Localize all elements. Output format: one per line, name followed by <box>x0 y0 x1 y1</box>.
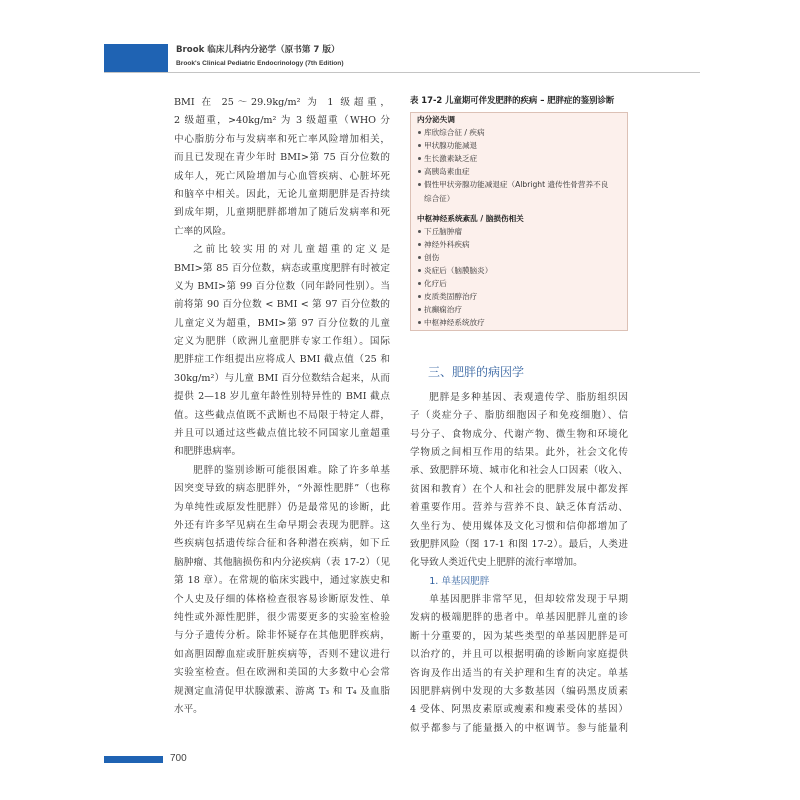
table-section-heading: 内分泌失调 <box>417 115 455 124</box>
table-item <box>411 316 627 329</box>
bullet-marker <box>418 308 421 311</box>
table-item <box>411 264 627 277</box>
table-item-text: 炎症后（脑膜脑炎） <box>424 266 493 276</box>
text-line: 子（炎症分子、脂肪细胞因子和免疫细胞）、信 <box>410 410 628 422</box>
text-line: 30kg/m²）与儿童 BMI 百分位数结合起来，从而 <box>174 372 390 384</box>
table-item <box>411 152 627 165</box>
book-title-chinese: Brook 临床儿科内分泌学（原书第 7 版） <box>176 45 340 55</box>
text-line: 儿童定义为超重，BMI>第 97 百分位数的儿童 <box>174 317 390 329</box>
table-item-text-continuation: 综合征） <box>424 193 455 203</box>
text-line: 与分子遗传分析。除非怀疑存在其他肥胖疾病， <box>174 630 390 642</box>
text-line: 脑肿瘤、其他脑损伤和内分泌疾病（表 17-2）（见 <box>174 556 390 568</box>
text-line: 致肥胖风险（图 17-1 和图 17-2）。最后，人类进 <box>410 538 628 550</box>
bullet-marker <box>418 269 421 272</box>
paragraph <box>174 94 390 241</box>
text-line: 中心脂肪分布与发病率和死亡率风险增加相关， <box>174 133 390 145</box>
subsection-heading: 1. 单基因肥胖 <box>429 575 490 587</box>
book-title-english: Brook's Clinical Pediatric Endocrinology (7th Edition) <box>176 60 344 67</box>
footer-color-bar <box>104 756 163 763</box>
table-item-line <box>411 192 627 205</box>
bullet-marker <box>418 243 421 246</box>
text-line: 单基因肥胖非常罕见，但却较常发现于早期 <box>429 594 628 606</box>
table-item-text: 中枢神经系统放疗 <box>424 318 485 328</box>
table-item-line <box>411 178 627 191</box>
text-line: 如高胆固醇血症或肝脏疾病等，否则不建议进行 <box>174 648 390 660</box>
text-line: 前将第 90 百分位数 < BMI < 第 97 百分位数的 <box>174 299 390 311</box>
text-line: 肥胖是多种基因、表观遗传学、脂肪组织因 <box>429 391 628 403</box>
paragraph <box>174 241 390 462</box>
table-section <box>411 113 627 205</box>
text-line: 和脑卒中相关。因此，无论儿童期肥胖是否持续 <box>174 188 390 200</box>
table-item-text: 神经外科疾病 <box>424 239 470 249</box>
text-line: 到成年期，儿童期肥胖都增加了随后发病率和死 <box>174 207 390 219</box>
left-column <box>174 94 390 719</box>
text-line: 定义为肥胖（欧洲儿童肥胖专家工作组）。国际 <box>174 336 390 348</box>
table-item-text: 生长激素缺乏症 <box>424 154 478 164</box>
bullet-marker <box>418 183 421 186</box>
table-item-text: 创伤 <box>424 252 440 262</box>
table-item <box>411 290 627 303</box>
table-item-text: 库欣综合征 / 疾病 <box>424 128 485 138</box>
text-line: 似乎都参与了能量摄入的中枢调节。参与能量利 <box>410 722 628 734</box>
bullet-marker <box>418 256 421 259</box>
text-line: 久坐行为、使用媒体及文化习惯和信仰都增加了 <box>410 520 628 532</box>
bullet-marker <box>418 282 421 285</box>
differential-diagnosis-table <box>410 112 628 331</box>
text-line: 个人史及仔细的体格检查很容易诊断原发性、单 <box>174 593 390 605</box>
text-line: 而且已发现在青少年时 BMI>第 75 百分位数的 <box>174 152 390 164</box>
text-line: BMI>第 85 百分位数，病态或重度肥胖有时被定 <box>174 262 390 274</box>
text-line: 些疾病包括遗传综合征和各种潜在疾病，如下丘 <box>174 538 390 550</box>
text-line: 义为 BMI>第 99 百分位数（同年龄同性别）。当 <box>174 280 390 292</box>
table-item <box>411 225 627 238</box>
table-caption: 表 17-2 儿童期可伴发肥胖的疾病 – 肥胖症的鉴别诊断 <box>410 95 615 105</box>
bullet-marker <box>418 157 421 160</box>
text-line: 因突变导致的病态肥胖外，“外源性肥胖”（也称 <box>174 483 390 495</box>
table-item <box>411 139 627 152</box>
text-line: 外还有许多罕见病在生命早期会表现为肥胖。这 <box>174 519 390 531</box>
table-item-text: 高胰岛素血症 <box>424 167 470 177</box>
table-section <box>411 212 627 330</box>
text-line: 2 级超重，>40kg/m² 为 3 级超重（WHO 分 <box>174 115 390 127</box>
text-line: 值。这些截点值既不武断也不局限于特定人群， <box>174 409 390 421</box>
text-line: 4 受体、阿黑皮素原或瘦素和瘦素受体的基因） <box>410 704 628 716</box>
table-item <box>411 238 627 251</box>
page-number: 700 <box>170 753 187 764</box>
section-heading: 三、肥胖的病因学 <box>428 365 525 379</box>
table-item <box>411 251 627 264</box>
text-line: 着重要作用。营养与营养不良、缺乏体育活动、 <box>410 502 628 514</box>
text-line: 第 18 章）。在常规的临床实践中，通过家族史和 <box>174 575 390 587</box>
header-color-block <box>104 44 168 72</box>
table-section-heading: 中枢神经系统紊乱 / 脑损伤相关 <box>417 213 524 223</box>
text-line: 肥胖的鉴别诊断可能很困难。除了许多单基 <box>193 464 390 476</box>
paragraph <box>410 389 628 573</box>
text-line: 水平。 <box>174 703 203 715</box>
text-line: BMI 在 25～29.9kg/m² 为 1 级超重， <box>174 97 390 108</box>
text-line: 贫困和教育）在个人和社会的肥胖发展中都发挥 <box>410 483 628 495</box>
paragraph <box>410 591 628 738</box>
text-line: 化导致人类近代史上肥胖的流行率增加。 <box>410 557 583 569</box>
bullet-marker <box>418 321 421 324</box>
text-line: 纯性或外源性肥胖，很少需要更多的实验室检验 <box>174 611 390 623</box>
text-line: 为单纯性或原发性肥胖）仍是最常见的诊断，此 <box>174 501 390 513</box>
bullet-marker <box>418 230 421 233</box>
table-item <box>411 277 627 290</box>
text-line: 规测定血清促甲状腺激素、游离 T₃ 和 T₄ 及血脂 <box>174 685 390 697</box>
text-line: 和肥胖患病率。 <box>174 446 242 458</box>
table-item-text: 甲状腺功能减退 <box>424 141 478 151</box>
text-line: 亡率的风险。 <box>174 225 232 237</box>
table-item-text: 化疗后 <box>424 279 447 289</box>
right-column <box>410 389 628 738</box>
header-rule <box>104 72 700 73</box>
bullet-marker <box>418 170 421 173</box>
text-line: 号分子、食物成分、代谢产物、微生物和环境化 <box>410 428 628 440</box>
text-line: 实验室检查。但在欧洲和美国的大多数中心会常 <box>174 667 390 679</box>
table-item <box>411 165 627 178</box>
text-line: 学物质之间相互作用的结果。此外，社会文化传 <box>410 446 628 458</box>
text-line: 因肥胖病例中发现的大多数基因（编码黑皮质素 <box>410 686 628 698</box>
text-line: 成年人，死亡风险增加与心血管疾病、心脏坏死 <box>174 170 390 182</box>
table-item-text: 假性甲状旁腺功能减退症（Albright 遗传性骨营养不良 <box>424 180 609 190</box>
text-line: 并且可以通过这些截点值比较不同国家儿童超重 <box>174 428 390 440</box>
bullet-marker <box>418 144 421 147</box>
text-line: 咨询及作出适当的有关护理和生育的决定。单基 <box>410 667 628 679</box>
text-line: 承、致肥胖环境、城市化和社会人口因素（收入、 <box>410 465 628 477</box>
table-item <box>411 303 627 316</box>
table-item-text: 皮质类固醇治疗 <box>424 292 478 302</box>
paragraph <box>174 462 390 719</box>
text-line: 断十分重要的，因为某些类型的单基因肥胖是可 <box>410 630 628 642</box>
table-item-text: 下丘脑肿瘤 <box>424 226 462 236</box>
bullet-marker <box>418 295 421 298</box>
table-item <box>411 178 627 204</box>
text-line: 发病的极端肥胖的患者中。单基因肥胖儿童的诊 <box>410 612 628 624</box>
text-line: 之前比较实用的对儿童超重的定义是 <box>193 244 390 256</box>
text-line: 肥胖症工作组提出应将成人 BMI 截点值（25 和 <box>174 354 390 366</box>
table-item <box>411 126 627 139</box>
text-line: 以治疗的，并且可以根据明确的诊断向家庭提供 <box>410 649 628 661</box>
table-item-text: 抗癫痫治疗 <box>424 305 462 315</box>
text-line: 提供 2—18 岁儿童年龄性别特异性的 BMI 截点 <box>174 391 390 403</box>
bullet-marker <box>418 131 421 134</box>
